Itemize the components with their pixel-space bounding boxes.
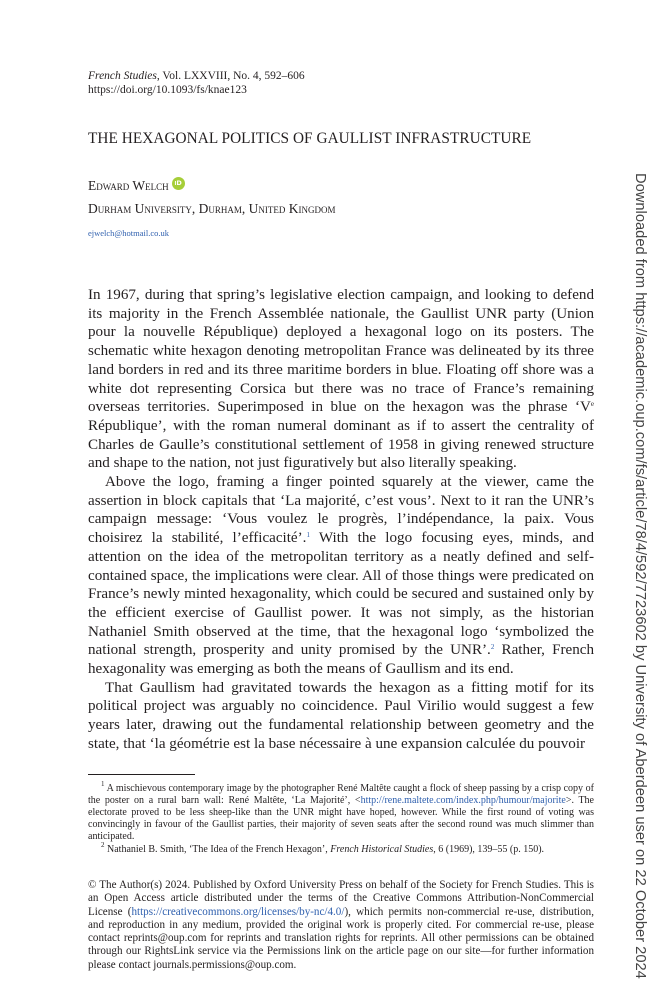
orcid-icon[interactable]: [172, 177, 185, 190]
license-text-a: © The Author(s) 2024. Published by Oxford University Press on behalf of the Society for French Studies. This is an Open Access article distributed under the terms of the Creative Commons Attribution-NonCommercial License (: [88, 879, 594, 918]
orcid-icon-label: iD: [174, 178, 182, 187]
footnote-1-link[interactable]: http://rene.maltete.com/index.php/humour/majorite: [360, 795, 566, 806]
footnotes: [88, 780, 594, 857]
paragraph-1-text: In 1967, during that spring’s legislative election campaign, and looking to defend its majority in the French Assemblée nationale, the Gaullist UNR party (Union pour la nouvelle République) deployed a hexagonal logo on its posters. The schematic white hexagon denoting metropolitan France was delineated by its three land borders in red and its three maritime borders in blue. Floating off shore was a white dot representing Corsica but there was no trace of France’s remaining overseas territories. Superimposed in blue on the hexagon was the phrase ‘V: [88, 287, 594, 416]
footnote-1-text-a: A mischievous contemporary image by the photographer René Maltête caught a flock of sheep passing by a crisp copy of the poster on a rural barn wall: René Maltête, ‘La Majorité’, <: [88, 783, 594, 806]
license-notice: [88, 879, 594, 972]
footnote-2-journal: French Historical Studies: [330, 844, 434, 855]
author-affiliation: Durham University, Durham, United Kingdom: [88, 201, 336, 216]
footnote-1-text-b: >. The electorate proved to be less sheep-like than the UNR might have hoped, however. While the first round of voting was convincingly in favour of the Gaullist parties, their majority of seven seats after the second round was much slimmer than anticipated.: [88, 795, 594, 842]
article-body: [88, 286, 594, 754]
paragraph-2-text-a: Above the logo, framing a finger pointed squarely at the viewer, came the assertion in block capitals that ‘La majorité, c’est vous’. Next to it ran the UNR’s campaign message: ‘Vous voulez le progrès, l’indépendance, la paix. Vous choisirez la stabilité, l’efficacité’.: [88, 474, 594, 547]
paragraph-2-text-c: Rather, French hexagonality was emerging as both the means of Gaullism and its end.: [88, 642, 594, 678]
license-link[interactable]: https://creativecommons.org/licenses/by-nc/4.0/: [131, 905, 345, 918]
author-name: Edward Welch: [88, 178, 169, 193]
paragraph-2: [88, 473, 594, 679]
footnote-2: [88, 841, 594, 856]
footnote-1: [88, 780, 594, 843]
doi-link[interactable]: https://doi.org/10.1093/fs/knae123: [88, 84, 247, 96]
footnote-ref-2[interactable]: 2: [490, 643, 495, 652]
superscript-e: e: [590, 400, 594, 409]
download-watermark: Downloaded from https://academic.oup.com/fs/article/78/4/592/7723602 by University of Aberdeen user on 22 October 2024: [632, 173, 648, 979]
license-text-b: ), which permits non-commercial re-use, distribution, and reproduction in any medium, provided the original work is properly cited. For commercial re-use, please contact reprints@oup.com for reprints and translation rights for reprints. All other permissions can be obtained through our RightsLink service via the Permissions link on the article page on our site—for further information please contact journals.permissions@oup.com.: [88, 905, 594, 971]
footnote-2-text-a: Nathaniel B. Smith, ‘The Idea of the French Hexagon’,: [104, 844, 331, 855]
journal-citation: [88, 69, 305, 83]
paragraph-2-text-b: With the logo focusing eyes, minds, and attention on the idea of the metropolitan territory as a neatly defined and self-contained space, the implications were clear. All of those things were predicated on France’s newly minted hexagonality, which could be secured and sustained only by the efficient exercise of Gaullist power. It was not simply, as the historian Nathaniel Smith observed at the time, that the hexagonal logo ‘symbolized the national strength, prosperity and unity promised by the UNR’.: [88, 530, 594, 659]
paragraph-1: [88, 286, 594, 473]
footnote-2-number: 2: [101, 841, 105, 849]
paragraph-1-text-end: République’, with the roman numeral dominant as if to assert the centrality of Charles de Gaulle’s constitutional settlement of 1958 in giving renewed structure and shape to the nation, not just figuratively but also literally speaking.: [88, 417, 594, 472]
author-line: [88, 178, 185, 194]
journal-volume: , Vol. LXXVIII, No. 4, 592–606: [156, 70, 305, 82]
footnote-ref-1[interactable]: 1: [306, 531, 310, 540]
author-email-link[interactable]: ejwelch@hotmail.co.uk: [88, 228, 169, 238]
footnote-1-number: 1: [101, 780, 105, 788]
license-paragraph: [88, 879, 594, 972]
paragraph-3: That Gaullism had gravitated towards the hexagon as a fitting motif for its political project was arguably no coincidence. Paul Virilio would suggest a few years later, drawing out the fundamental relationship between geometry and the state, that ‘la géométrie est la base nécessaire à une expansion calculée du pouvoir: [88, 679, 594, 752]
article-title: THE HEXAGONAL POLITICS OF GAULLIST INFRASTRUCTURE: [88, 130, 532, 147]
journal-name: French Studies: [88, 70, 157, 82]
footnote-2-text-b: , 6 (1969), 139–55 (p. 150).: [433, 844, 545, 855]
footnote-divider: [88, 774, 195, 775]
